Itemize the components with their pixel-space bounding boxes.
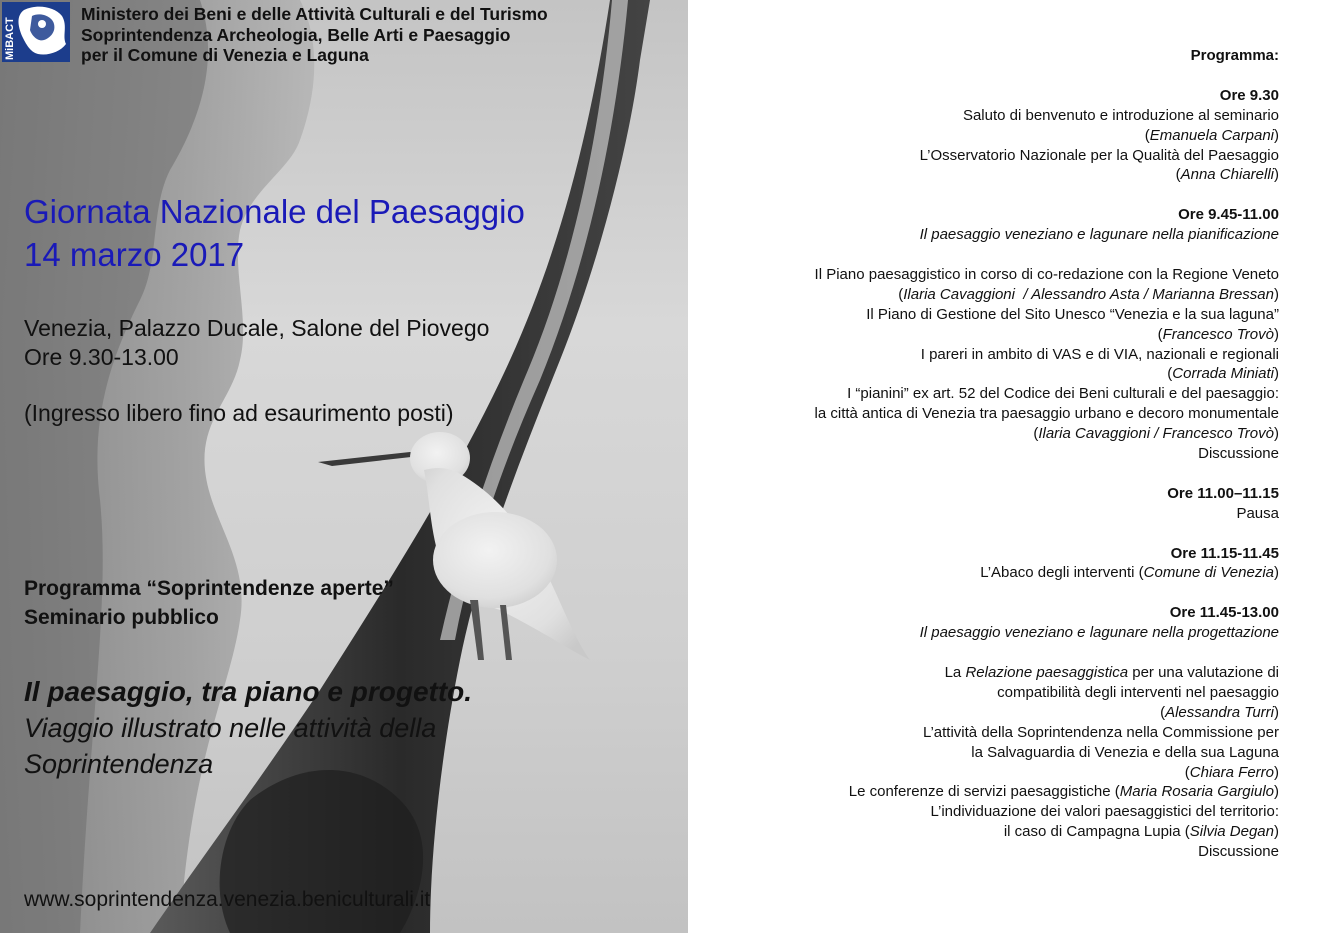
admission-note: (Ingresso libero fino ad esaurimento posti) xyxy=(24,400,454,426)
schedule-item: compatibilità degli interventi nel paesaggio xyxy=(997,683,1279,701)
speaker-name: Ilaria Cavaggioni / Alessandro Asta / Marianna Bressan xyxy=(903,285,1274,303)
schedule-item: L’individuazione dei valori paesaggistici del territorio: xyxy=(930,803,1279,821)
event-venue xyxy=(24,314,489,372)
speaker-name: Ilaria Cavaggioni / Francesco Trovò xyxy=(1038,425,1274,443)
schedule-item: la Salvaguardia di Venezia e della sua Laguna xyxy=(971,743,1279,761)
event-title-name: Giornata Nazionale del Paesaggio xyxy=(24,193,525,230)
ministry-line-1: Ministero dei Beni e delle Attività Culturali e del Turismo xyxy=(81,4,548,24)
schedule-item: I pareri in ambito di VAS e di VIA, nazionali e regionali xyxy=(920,345,1279,363)
event-title xyxy=(24,190,525,276)
schedule-speaker: (Alessandra Turri) xyxy=(1160,703,1279,721)
schedule-item: Pausa xyxy=(1236,504,1279,522)
ministry-header xyxy=(81,4,548,66)
session-time-3: Ore 11.00–11.15 xyxy=(1167,484,1279,502)
schedule-heading: Programma: xyxy=(1190,47,1279,64)
schedule-speaker: (Ilaria Cavaggioni / Alessandro Asta / Marianna Bressan) xyxy=(898,285,1279,303)
speaker-name: Corrada Miniati xyxy=(1172,365,1274,383)
ministry-line-2: Soprintendenza Archeologia, Belle Arti e Paesaggio xyxy=(81,24,511,45)
schedule-item: la città antica di Venezia tra paesaggio urbano e decoro monumentale xyxy=(814,405,1279,423)
session-theme: Il paesaggio veneziano e lagunare nella pianificazione xyxy=(919,226,1279,244)
speaker-name: Comune di Venezia xyxy=(1143,564,1274,582)
programme-block xyxy=(24,574,394,632)
schedule-item: La Relazione paesaggistica per una valutazione di xyxy=(944,663,1279,681)
session-time-1: Ore 9.30 xyxy=(1219,86,1279,104)
session-time-4: Ore 11.15-11.45 xyxy=(1170,544,1279,562)
schedule-speaker: (Francesco Trovò) xyxy=(1157,325,1279,343)
schedule-item: I “pianini” ex art. 52 del Codice dei Beni culturali e del paesaggio: xyxy=(847,385,1279,403)
schedule-item: Le conferenze di servizi paesaggistiche (Maria Rosaria Gargiulo) xyxy=(848,783,1279,801)
speaker-name: Alessandra Turri xyxy=(1165,703,1274,721)
schedule-item: Discussione xyxy=(1198,445,1279,463)
schedule-speaker: (Ilaria Cavaggioni / Francesco Trovò) xyxy=(1033,425,1279,443)
tagline-sub-1: Viaggio illustrato nelle attività della xyxy=(24,713,437,743)
schedule-speaker: (Anna Chiarelli) xyxy=(1175,166,1279,184)
schedule-panel xyxy=(690,46,1279,862)
schedule-item: Il Piano di Gestione del Sito Unesco “Venezia e la sua laguna” xyxy=(866,305,1279,323)
schedule-speaker: (Corrada Miniati) xyxy=(1167,365,1279,383)
logo-text: MiBACT xyxy=(4,17,16,60)
schedule-item: L’Abaco degli interventi (Comune di Venezia) xyxy=(980,564,1279,582)
schedule-item: L’Osservatorio Nazionale per la Qualità del Paesaggio xyxy=(919,146,1279,164)
schedule-item: L’attività della Soprintendenza nella Commissione per xyxy=(922,723,1279,741)
venue-time: Ore 9.30-13.00 xyxy=(24,344,179,370)
schedule-item: Discussione xyxy=(1198,843,1279,861)
schedule-speaker: (Emanuela Carpani) xyxy=(1144,126,1279,144)
event-title-date: 14 marzo 2017 xyxy=(24,236,245,273)
speaker-name: Maria Rosaria Gargiulo xyxy=(1119,783,1274,801)
tagline-main: Il paesaggio, tra piano e progetto. xyxy=(24,676,473,707)
speaker-name: Anna Chiarelli xyxy=(1180,166,1274,184)
schedule-speaker: (Chiara Ferro) xyxy=(1184,763,1279,781)
ministry-line-3: per il Comune di Venezia e Laguna xyxy=(81,45,369,65)
session-time-2: Ore 9.45-11.00 xyxy=(1178,206,1279,224)
speaker-name: Chiara Ferro xyxy=(1189,763,1274,781)
venue-location: Venezia, Palazzo Ducale, Salone del Piovego xyxy=(24,315,490,341)
speaker-name: Emanuela Carpani xyxy=(1149,126,1274,144)
programme-name: Programma “Soprintendenze aperte” xyxy=(24,577,394,600)
website-link[interactable]: www.soprintendenza.venezia.beniculturali.it xyxy=(24,888,431,911)
mibact-logo xyxy=(2,2,70,62)
tagline-sub-2: Soprintendenza xyxy=(24,749,214,779)
session-time-5: Ore 11.45-13.00 xyxy=(1169,604,1279,622)
session-theme: Il paesaggio veneziano e lagunare nella progettazione xyxy=(919,624,1279,642)
schedule-item: Il Piano paesaggistico in corso di co-redazione con la Regione Veneto xyxy=(814,265,1279,283)
speaker-name: Silvia Degan xyxy=(1189,823,1274,841)
schedule-item: Saluto di benvenuto e introduzione al seminario xyxy=(962,106,1279,124)
schedule-item: il caso di Campagna Lupia (Silvia Degan) xyxy=(1003,823,1279,841)
programme-type: Seminario pubblico xyxy=(24,606,219,629)
speaker-name: Francesco Trovò xyxy=(1162,325,1274,343)
seminar-tagline xyxy=(24,673,472,782)
